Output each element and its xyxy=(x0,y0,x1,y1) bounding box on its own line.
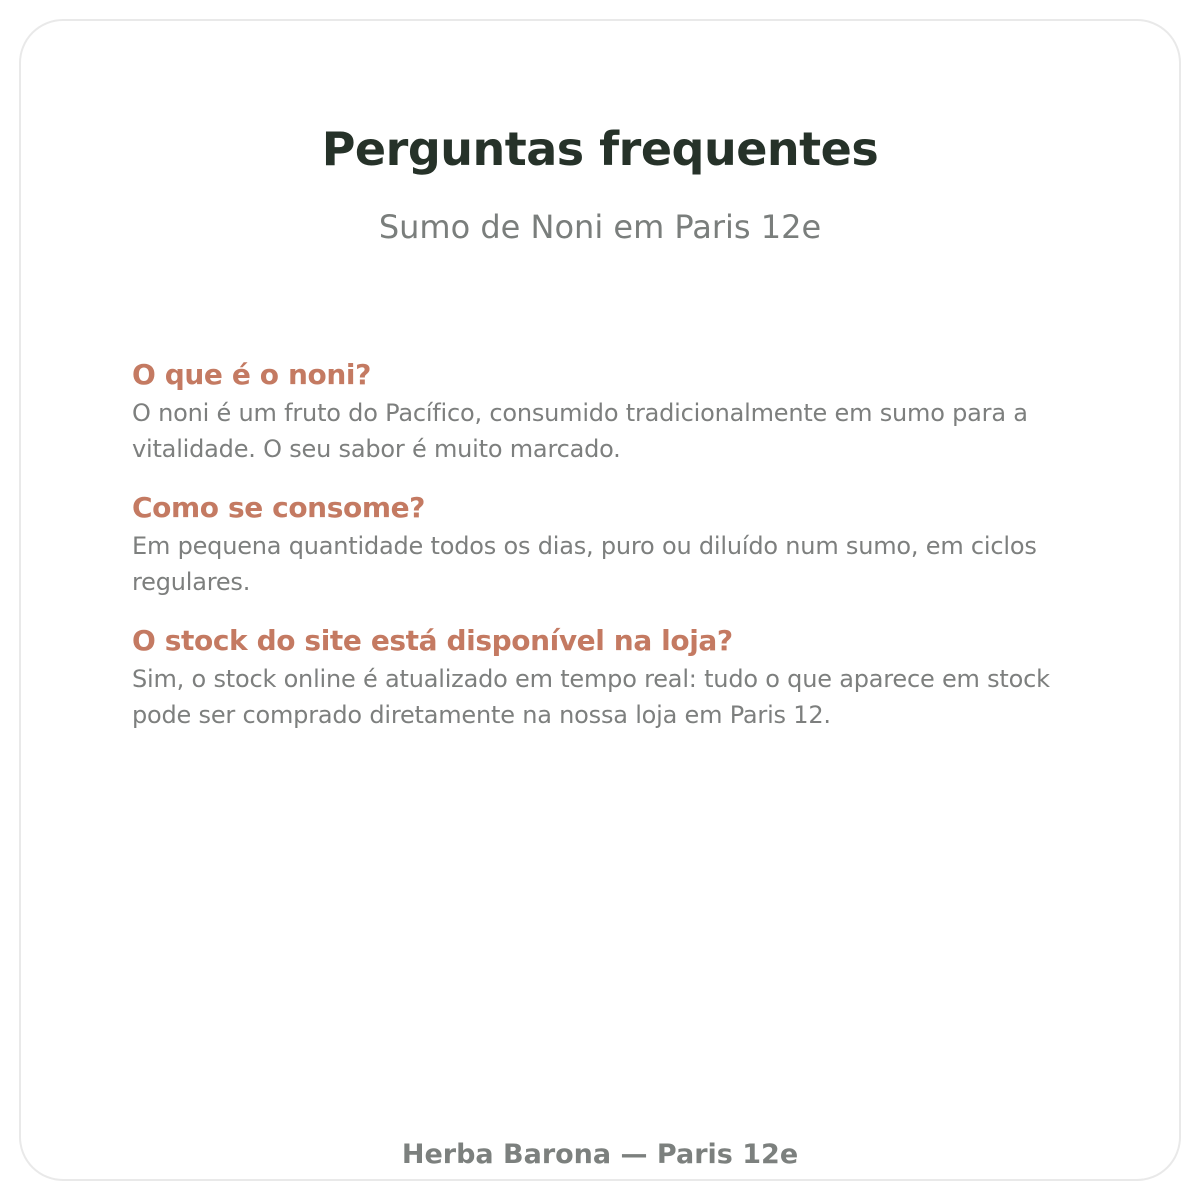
faq-item xyxy=(132,621,1112,733)
faq-card xyxy=(19,19,1181,1181)
faq-list xyxy=(132,355,1112,754)
faq-answer: Sim, o stock online é atualizado em tempo real: tudo o que aparece em stock pode ser comprado diretamente na nossa loja em Paris 12. xyxy=(132,665,1050,729)
faq-question: Como se consome? xyxy=(132,491,426,524)
page-title: Perguntas frequentes xyxy=(321,122,879,176)
faq-question: O que é o noni? xyxy=(132,358,371,391)
faq-answer: O noni é um fruto do Pacífico, consumido tradicionalmente em sumo para a vitalidade. O seu sabor é muito marcado. xyxy=(132,399,1028,463)
faq-answer: Em pequena quantidade todos os dias, puro ou diluído num sumo, em ciclos regulares. xyxy=(132,532,1037,596)
faq-question: O stock do site está disponível na loja? xyxy=(132,624,733,657)
footer-store-name: Herba Barona — Paris 12e xyxy=(401,1139,799,1170)
faq-item xyxy=(132,355,1112,467)
faq-item xyxy=(132,488,1112,600)
page-subtitle: Sumo de Noni em Paris 12e xyxy=(378,208,822,246)
